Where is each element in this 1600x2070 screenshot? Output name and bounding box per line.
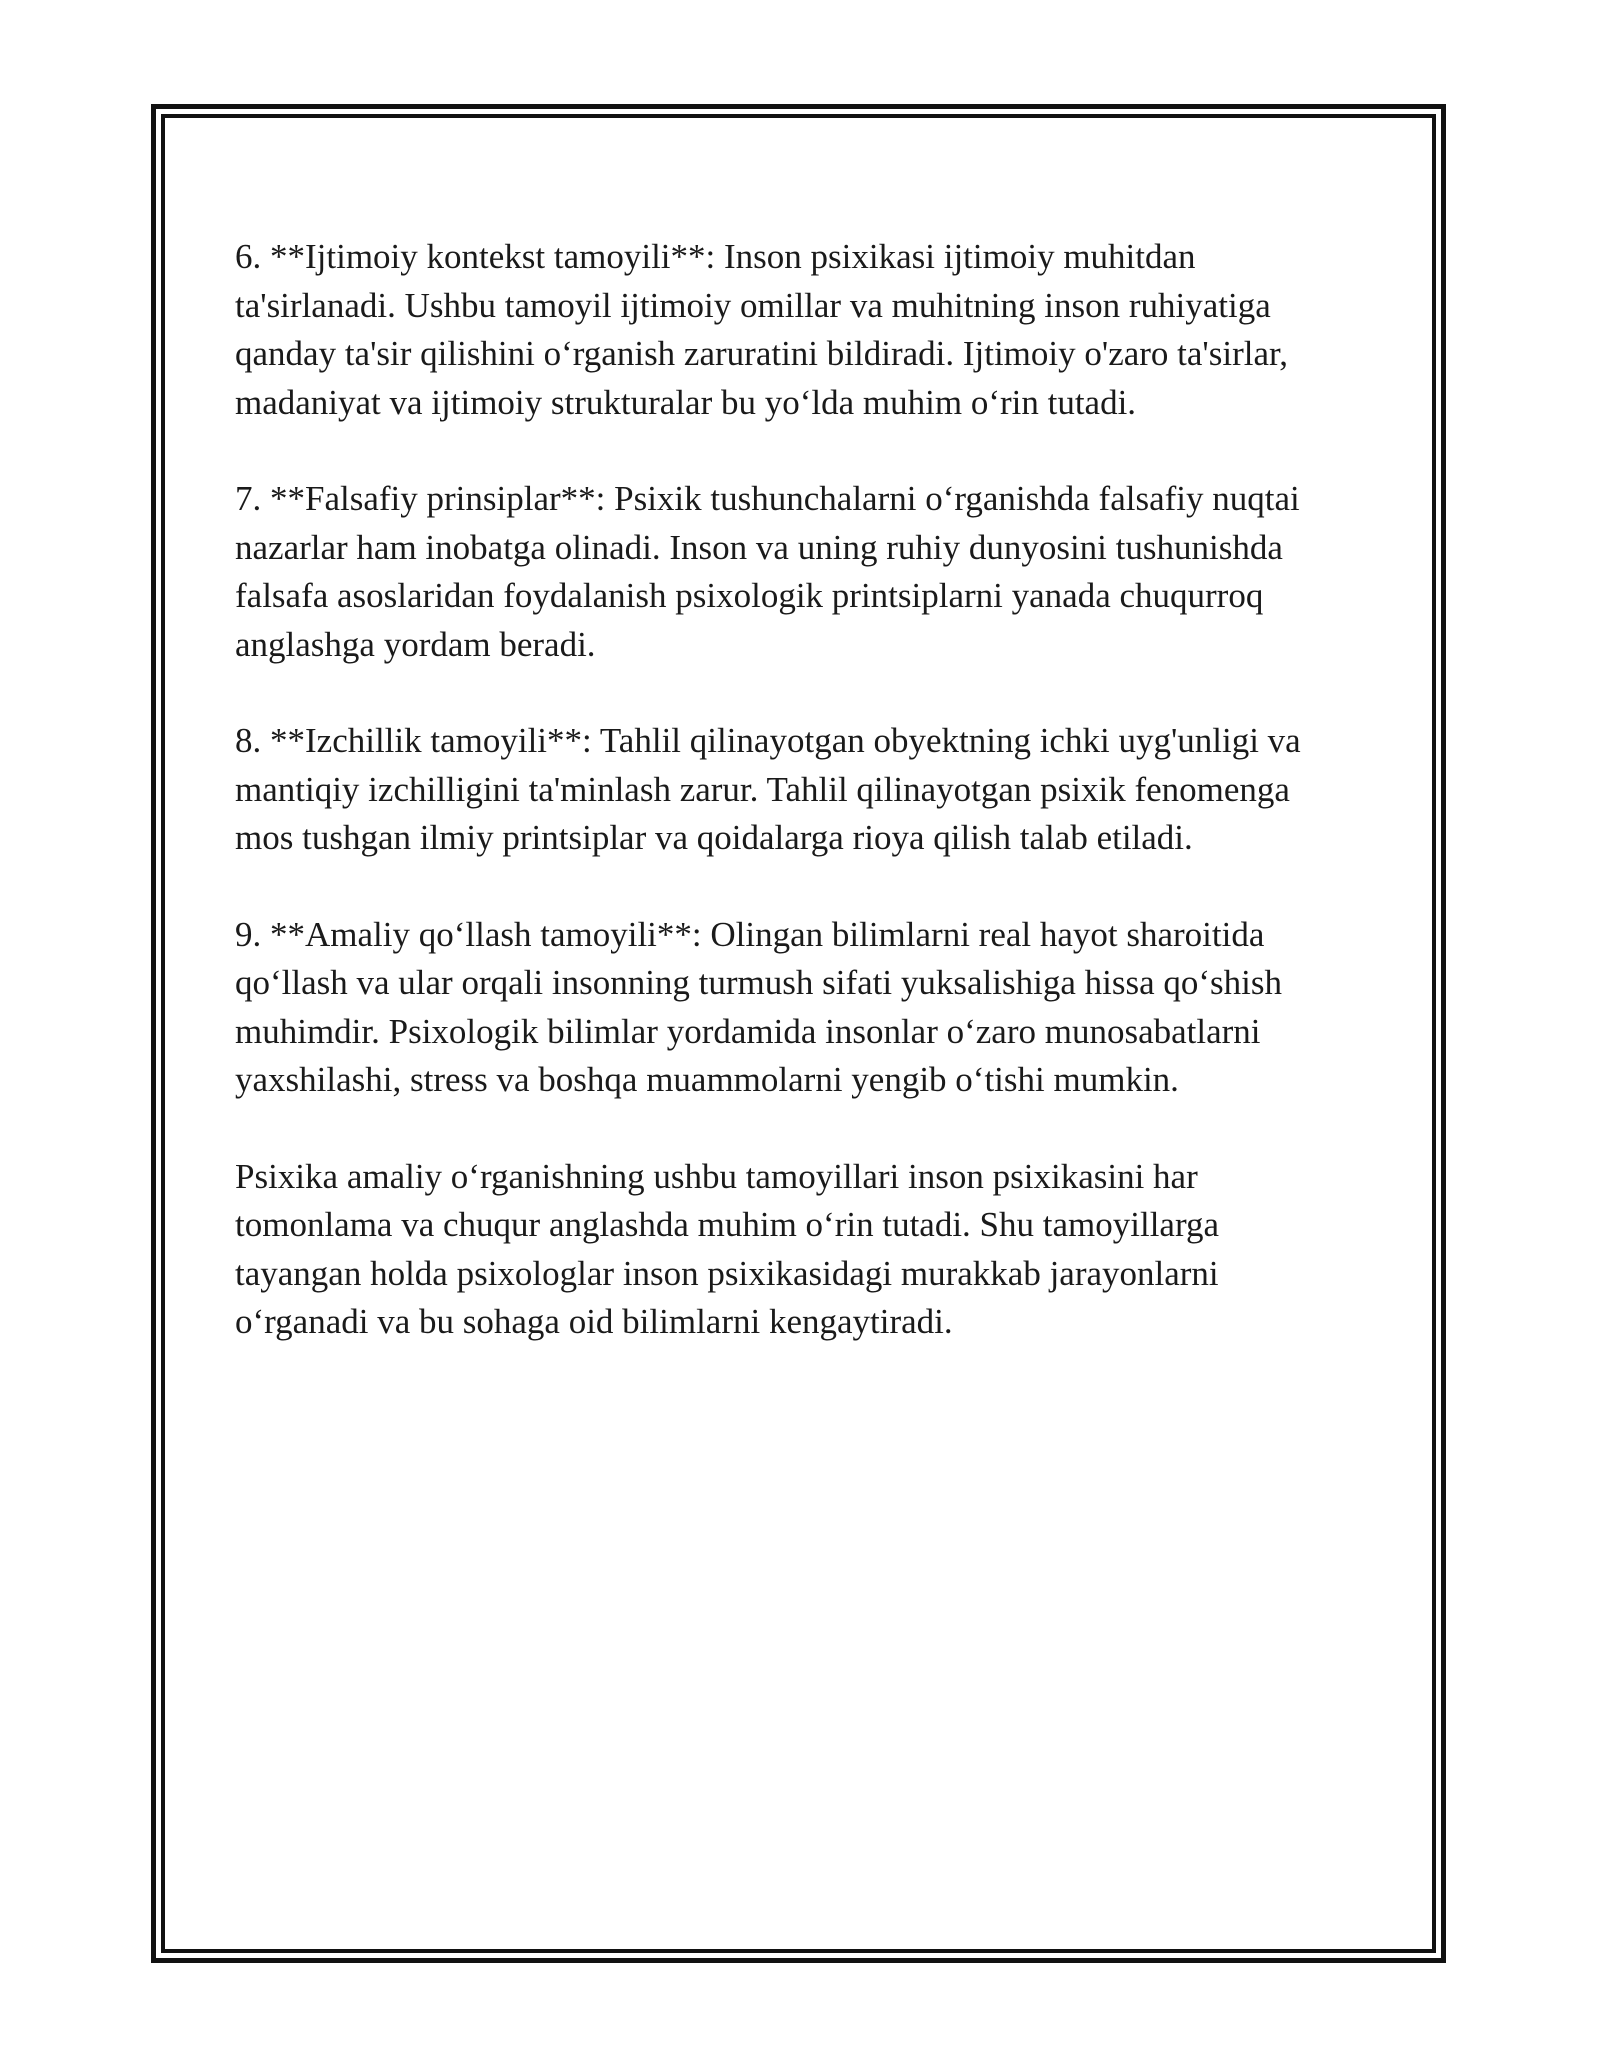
text-line: anglashga yordam beradi. — [235, 624, 596, 664]
paragraph-ijtimoiy-kontekst — [235, 233, 1385, 427]
text-line: qo‘llash va ular orqali insonning turmush sifati yuksalishiga hissa qo‘shish — [235, 963, 1282, 1002]
text-line: tomonlama va chuqur anglashda muhim o‘rin tutadi. Shu tamoyillarga — [235, 1205, 1220, 1244]
text-line: falsafa asoslaridan foydalanish psixologik printsiplarni yanada chuqurroq — [235, 576, 1264, 615]
text-line: tayangan holda psixologlar inson psixikasidagi murakkab jarayonlarni — [235, 1253, 1219, 1293]
text-line: muhimdir. Psixologik bilimlar yordamida insonlar o‘zaro munosabatlarni — [235, 1011, 1261, 1051]
paragraph-conclusion — [235, 1153, 1385, 1347]
paragraph-amaliy-qollash — [235, 911, 1385, 1105]
text-line: nazarlar ham inobatga olinadi. Inson va uning ruhiy dunyosini tushunishda — [235, 527, 1283, 567]
text-line: mantiqiy izchilligini ta'minlash zarur. Tahlil qilinayotgan psixik fenomenga — [235, 769, 1290, 809]
text-line: o‘rganadi va bu sohaga oid bilimlarni kengaytiradi. — [235, 1302, 953, 1341]
text-line: ta'sirlanadi. Ushbu tamoyil ijtimoiy omillar va muhitning inson ruhiyatiga — [235, 285, 1271, 325]
text-line: 7. **Falsafiy prinsiplar**: Psixik tushunchalarni o‘rganishda falsafiy nuqtai — [235, 479, 1300, 518]
text-line: 8. **Izchillik tamoyili**: Tahlil qilinayotgan obyektning ichki uyg'unligi va — [235, 721, 1301, 760]
text-line: mos tushgan ilmiy printsiplar va qoidalarga rioya qilish talab etiladi. — [235, 818, 1193, 857]
text-line: qanday ta'sir qilishini o‘rganish zaruratini bildiradi. Ijtimoiy o'zaro ta'sirlar, — [235, 334, 1288, 373]
text-line: 6. **Ijtimoiy kontekst tamoyili**: Inson psixikasi ijtimoiy muhitdan — [235, 237, 1196, 276]
text-line: 9. **Amaliy qo‘llash tamoyili**: Olingan bilimlarni real hayot sharoitida — [235, 914, 1265, 954]
document-body — [235, 233, 1385, 1395]
text-line: Psixika amaliy o‘rganishning ushbu tamoyillari inson psixikasini har — [235, 1156, 1198, 1196]
paragraph-izchillik-tamoyili — [235, 717, 1385, 863]
text-line: madaniyat va ijtimoiy strukturalar bu yo‘lda muhim o‘rin tutadi. — [235, 382, 1137, 422]
paragraph-falsafiy-prinsiplar — [235, 475, 1385, 669]
text-line: yaxshilashi, stress va boshqa muammolarni yengib o‘tishi mumkin. — [235, 1060, 1179, 1099]
